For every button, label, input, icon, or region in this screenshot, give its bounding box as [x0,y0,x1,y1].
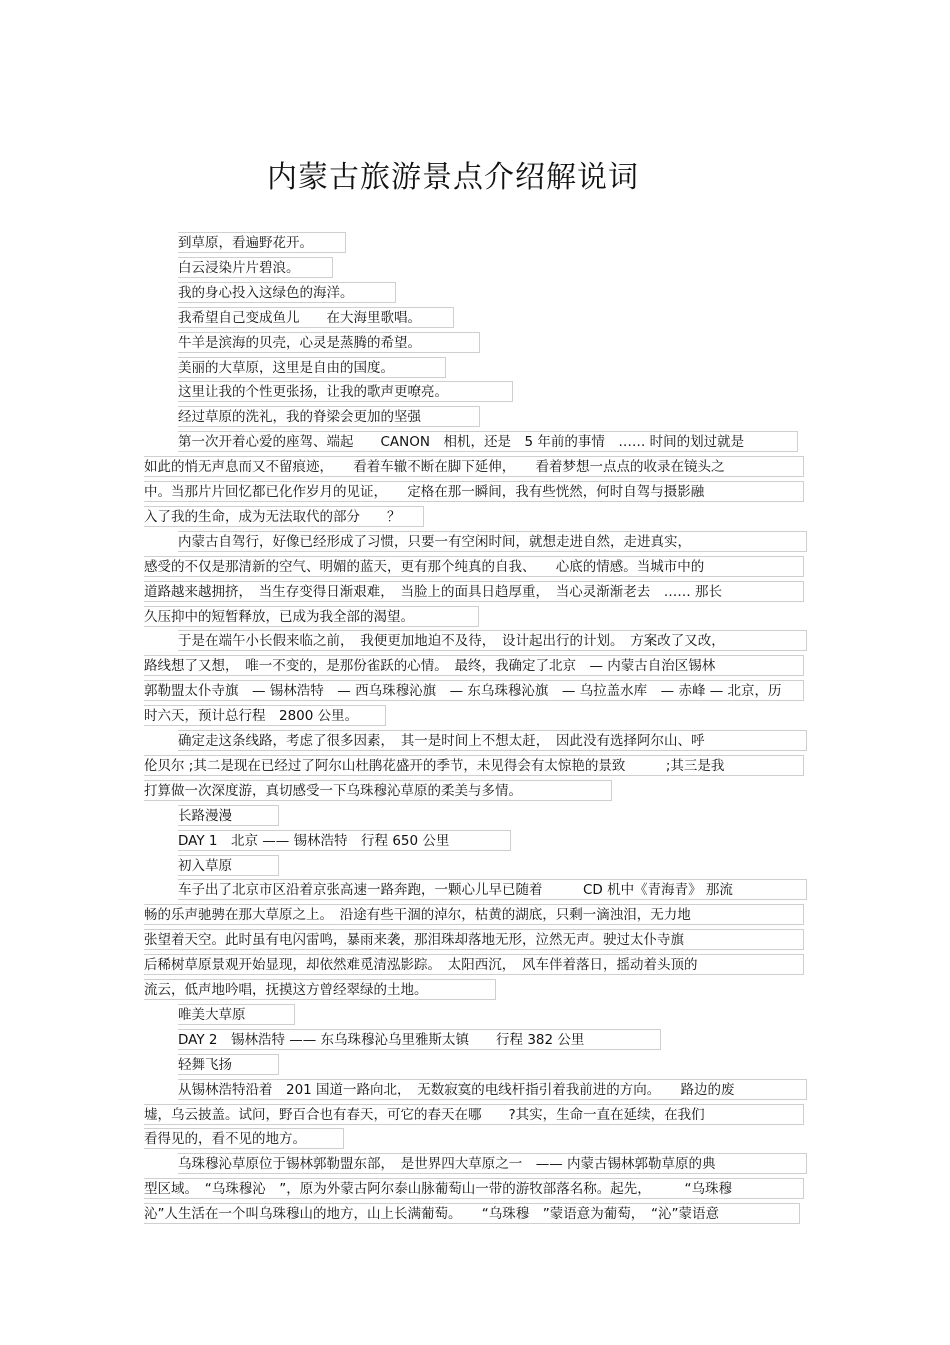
text-line: 乌珠穆沁草原位于锡林郭勒盟东部， 是世界四大草原之一 —— 内蒙古锡林郭勒草原的典 [178,1153,807,1174]
text-line: 型区域。 “乌珠穆沁 ”，原为外蒙古阿尔泰山脉葡萄山一带的游牧部落名称。起先， “乌珠穆 [144,1178,804,1199]
text-line: 白云浸染片片碧浪。 [178,257,333,278]
text-line: 美丽的大草原，这里是自由的国度。 [178,357,446,378]
text-line: 入了我的生命，成为无法取代的部分 ？ [144,506,424,527]
document-title: 内蒙古旅游景点介绍解说词 [267,160,639,195]
text-line: 唯美大草原 [178,1004,295,1025]
text-line: 打算做一次深度游，真切感受一下乌珠穆沁草原的柔美与多情。 [144,780,612,801]
text-line: 车子出了北京市区沿着京张高速一路奔跑，一颗心儿早已随着 CD 机中《青海青》 那流 [178,879,807,900]
text-line: 久压抑中的短暂释放，已成为我全部的渴望。 [144,606,479,627]
text-line: 墟，乌云披盖。试问，野百合也有春天，可它的春天在哪 ?其实，生命一直在延续，在我们 [144,1104,804,1125]
text-line: 到草原，看遍野花开。 [178,232,346,253]
text-line: DAY 2 锡林浩特 —— 东乌珠穆沁乌里雅斯太镇 行程 382 公里 [178,1029,661,1050]
text-line: 张望着天空。此时虽有电闪雷鸣，暴雨来袭，那泪珠却落地无形，泣然无声。驶过太仆寺旗 [144,929,804,950]
text-line: 沁”人生活在一个叫乌珠穆山的地方，山上长满葡萄。 “乌珠穆 ”蒙语意为葡萄， “沁”蒙语意 [144,1203,800,1224]
text-line: 感受的不仅是那清新的空气、明媚的蓝天，更有那个纯真的自我、 心底的情感。当城市中的 [144,556,804,577]
text-line: 轻舞飞扬 [178,1054,279,1075]
text-line: 牛羊是滨海的贝壳，心灵是蒸腾的希望。 [178,332,480,353]
text-line: 这里让我的个性更张扬，让我的歌声更嘹亮。 [178,381,513,402]
text-line: 长路漫漫 [178,805,279,826]
text-line: 如此的悄无声息而又不留痕迹， 看着车辙不断在脚下延伸， 看着梦想一点点的收录在镜头之 [144,456,804,477]
text-line: 于是在端午小长假来临之前， 我便更加地迫不及待， 设计起出行的计划。 方案改了又改， [178,630,807,651]
text-line: 从锡林浩特沿着 201 国道一路向北， 无数寂寞的电线杆指引着我前进的方向。 路边的废 [178,1079,807,1100]
text-line: 畅的乐声驰骋在那大草原之上。 沿途有些干涸的淖尔，枯黄的湖底，只剩一滴浊泪，无力地 [144,904,804,925]
text-line: DAY 1 北京 —— 锡林浩特 行程 650 公里 [178,830,511,851]
text-line: 中。当那片片回忆都已化作岁月的见证， 定格在那一瞬间，我有些恍然，何时自驾与摄影融 [144,481,804,502]
text-line: 内蒙古自驾行，好像已经形成了习惯，只要一有空闲时间，就想走进自然，走进真实， [178,531,807,552]
text-line: 流云，低声地吟唱，抚摸这方曾经翠绿的土地。 [144,979,496,1000]
text-line: 初入草原 [178,855,279,876]
text-line: 经过草原的洗礼，我的脊梁会更加的坚强 [178,406,480,427]
text-line: 路线想了又想， 唯一不变的，是那份雀跃的心情。 最终，我确定了北京 — 内蒙古自治区锡林 [144,655,804,676]
text-line: 第一次开着心爱的座驾、端起 CANON 相机，还是 5 年前的事情 …… 时间的划过就是 [178,431,798,452]
text-line: 看得见的，看不见的地方。 [144,1128,344,1149]
text-line: 确定走这条线路，考虑了很多因素， 其一是时间上不想太赶， 因此没有选择阿尔山、呼 [178,730,807,751]
text-line: 时六天，预计总行程 2800 公里。 [144,705,386,726]
text-line: 我希望自己变成鱼儿 在大海里歌唱。 [178,307,454,328]
text-line: 郭勒盟太仆寺旗 — 锡林浩特 — 西乌珠穆沁旗 — 东乌珠穆沁旗 — 乌拉盖水库 — 赤峰 — 北京，历 [144,680,804,701]
text-line: 我的身心投入这绿色的海洋。 [178,282,396,303]
text-line: 伦贝尔 ;其二是现在已经过了阿尔山杜鹃花盛开的季节，未见得会有太惊艳的景致 ;其三是我 [144,755,804,776]
text-line: 后稀树草原景观开始显现，却依然难觅清泓影踪。 太阳西沉， 风车伴着落日，摇动着头顶的 [144,954,804,975]
text-line: 道路越来越拥挤， 当生存变得日渐艰难， 当脸上的面具日趋厚重， 当心灵渐渐老去 …… 那长 [144,581,804,602]
